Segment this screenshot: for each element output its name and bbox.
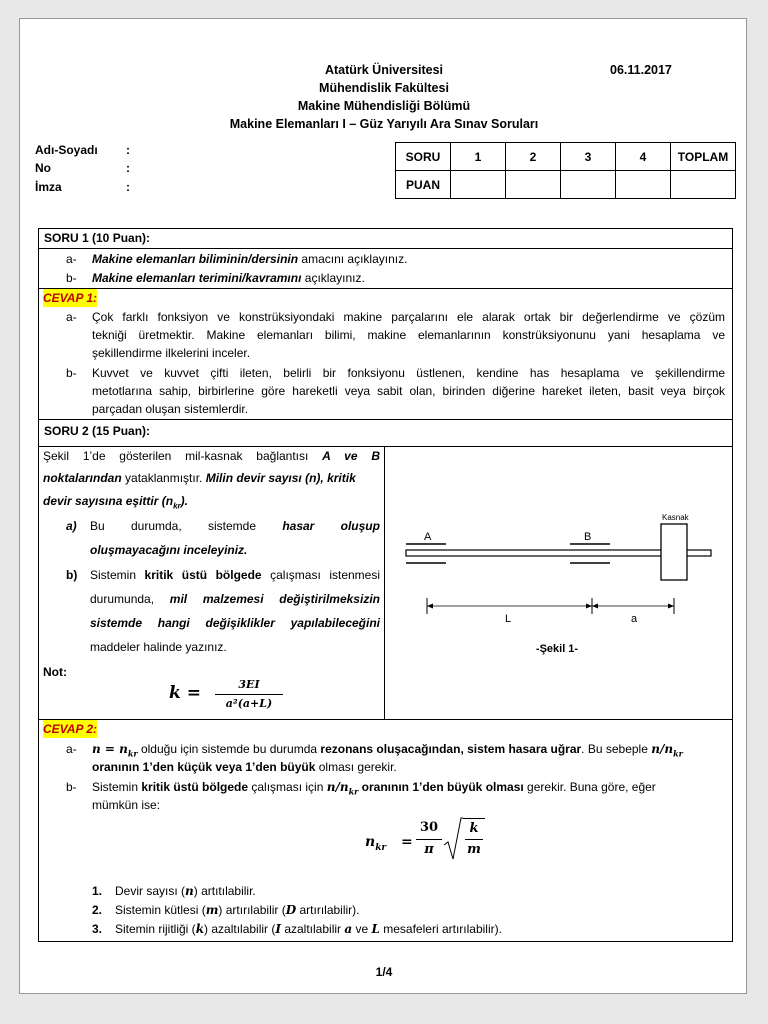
q2-b1b: kritik üstü bölgede: [144, 568, 262, 582]
ans2-a-t2: rezonans oluşacağından, sistem hasara uğrar: [320, 742, 582, 756]
shaft-pulley-diagram: [385, 447, 732, 719]
list-3-v2: I: [275, 922, 281, 936]
score-cell-1: [451, 171, 506, 199]
score-cell-total: [671, 171, 736, 199]
formula2-denominator: π: [424, 842, 434, 857]
page-number: 1/4: [375, 965, 393, 979]
question-2-box: [38, 419, 733, 942]
q2-a1c: sistemde: [207, 519, 257, 533]
arrow-L-right: [586, 604, 592, 609]
q2-b2a: durumunda,: [90, 592, 170, 606]
exam-page: [19, 18, 747, 994]
ans2-b-marker: b-: [66, 780, 77, 794]
signature-colon: :: [126, 180, 130, 194]
list-3-v3: a: [344, 922, 353, 936]
number-colon: :: [126, 161, 130, 175]
pulley: [661, 524, 687, 580]
list-3-num: 3.: [92, 922, 103, 936]
label-dim-L: L: [505, 613, 512, 625]
list-3-t5: mesafeleri artırılabilir).: [379, 922, 502, 936]
label-dim-a: a: [631, 613, 638, 625]
ans2-b-line2: mümkün ise:: [92, 798, 161, 812]
label-b-point: B: [584, 531, 592, 543]
university-name: Atatürk Üniversitesi: [324, 63, 444, 77]
ans2-a-line2: [92, 758, 397, 776]
q2-b-line4: maddeler halinde yazınız.: [90, 640, 227, 654]
q1-b-text: [92, 269, 365, 287]
sqrt-sign: [443, 817, 463, 861]
list-2-text: [115, 901, 360, 919]
formula-k-numerator: 3EI: [238, 678, 260, 691]
ans2-a-marker: a-: [66, 742, 77, 756]
q2-intro2a: noktalarından: [43, 471, 122, 485]
ans2-b-t4: oranının 1’den büyük olması: [358, 780, 524, 794]
ans1-a-line2: tekniği üretmektir. Makine elemanları bilimi, makine elemanlarının konstrüksiyonunu yani hesaplama ve: [92, 328, 725, 342]
ans1-a-line3: şekillendirme ilkelerini inceler.: [92, 346, 251, 360]
q1-questions: [39, 249, 732, 289]
list-3-v1: k: [195, 922, 205, 936]
formula2-lhs-n: n: [365, 834, 376, 850]
arrow-L-left: [427, 604, 433, 609]
exam-date: 06.11.2017: [610, 63, 672, 77]
formula2-lhs: [365, 834, 386, 853]
formula2-fraction-bar: [416, 839, 442, 840]
ans2-b-t1: Sistemin: [92, 780, 142, 794]
score-header-3: 3: [561, 143, 616, 171]
list-1-t1: Devir sayısı (: [115, 884, 186, 898]
ans2-a-eq: n = n: [92, 742, 128, 756]
q2-title: SORU 2 (15 Puan):: [44, 424, 151, 438]
q2-a1e: oluşup: [340, 519, 380, 533]
q2-b-marker: b): [66, 568, 78, 582]
q2-intro-line1: [43, 447, 380, 465]
list-1-v1: n: [185, 884, 194, 898]
sqrt-overbar: [463, 818, 485, 819]
list-1-num: 1.: [92, 884, 103, 898]
formula-k-denominator: a²(a+L): [225, 697, 273, 710]
q2-b-line1: [90, 566, 380, 584]
q2-intro1a: Şekil 1’de gösterilen mil-kasnak bağlantısı: [43, 449, 323, 463]
q2-a1b: durumda,: [130, 519, 182, 533]
score-row-label: PUAN: [396, 171, 451, 199]
answer-1-label: CEVAP 1:: [43, 291, 98, 305]
list-3-t1: Sitemin rijitliği (: [115, 922, 196, 936]
q1-b-rest: açıklayınız.: [301, 271, 365, 285]
ans1-b-line3: parçadan oluşan sistemlerdir.: [92, 402, 249, 416]
ans1-b-line2: metotlarına sahip, birbirlerine göre hareketli veya sabit olan, birinden diğerine hareket ileten, basit veya birçok: [92, 384, 725, 398]
ans2-a-l2a: oranının 1’den küçük veya 1’den büyük: [92, 760, 316, 774]
q2-a1d: hasar: [282, 519, 315, 533]
q2-intro3a: devir sayısına eşittir (n: [43, 494, 174, 508]
name-colon: :: [126, 143, 130, 157]
score-header-soru: SORU: [396, 143, 451, 171]
exam-title: Makine Elemanları I – Güz Yarıyılı Ara Sınav Soruları: [229, 117, 539, 131]
ans1-b-marker: b-: [66, 366, 77, 380]
list-1-t2: ) artıtılabilir.: [193, 884, 256, 898]
department-name: Makine Mühendisliği Bölümü: [297, 99, 471, 113]
figure-caption: -Şekil 1-: [535, 643, 579, 655]
formula2-sqrt-numerator: k: [469, 821, 479, 836]
list-2-num: 2.: [92, 903, 103, 917]
q2-intro2b: yataklanmıştır.: [121, 471, 206, 485]
q1-a-bold: Makine elemanları biliminin/dersinin: [92, 252, 299, 266]
list-2-v2: D: [285, 903, 297, 917]
list-3-t2: ) azaltılabilir (: [204, 922, 276, 936]
answer-2-label: CEVAP 2:: [43, 722, 98, 736]
number-label: No: [35, 161, 51, 175]
list-2-t3: artırılabilir).: [296, 903, 360, 917]
q2-text-column: [39, 447, 385, 720]
ans1-a-marker: a-: [66, 310, 77, 324]
list-3-text: [115, 920, 502, 938]
ans1-a-line1: Çok farklı fonksiyon ve konstrüksiyondaki makine parçalarını ele alarak ortak bir değerlendirme ve çözüm: [92, 310, 725, 324]
q2-intro-line3: [43, 492, 188, 515]
q2-b-line3: sistemde hangi değişiklikler yapılabileceğini: [90, 616, 380, 630]
q1-b-bold: Makine elemanları terimini/kavramını: [92, 271, 302, 285]
q2-a1a: Bu: [90, 519, 105, 533]
list-2-t1: Sistemin kütlesi (: [115, 903, 206, 917]
q2-b-line2: [90, 590, 380, 608]
list-3-t4: ve: [352, 922, 372, 936]
q2-intro1b: A ve B: [322, 449, 381, 463]
q2-a-marker: a): [66, 519, 77, 533]
label-kasnak: Kasnak: [662, 513, 689, 522]
q2-note-label: Not:: [43, 665, 67, 679]
q2-intro3-sub: kr: [173, 501, 181, 511]
q1-title: SORU 1 (10 Puan):: [44, 231, 151, 245]
list-2-t2: ) artırılabilir (: [218, 903, 286, 917]
ans2-a-ratio: n/n: [651, 742, 674, 756]
ans2-a-t3: . Bu sebeple: [581, 742, 652, 756]
ans2-a-t1: olduğu için sistemde bu durumda: [137, 742, 321, 756]
score-header-total: TOPLAM: [671, 143, 736, 171]
faculty-name: Mühendislik Fakültesi: [319, 81, 449, 95]
ans1-b-line1: Kuvvet ve kuvvet çifti ileten, belirli bir fonksiyonu üstlenen, kendine has hesaplama ve şekillendirme: [92, 366, 725, 380]
score-cell-2: [506, 171, 561, 199]
q2-intro3b: ).: [180, 494, 188, 508]
q2-b1c: çalışması istenmesi: [261, 568, 381, 582]
signature-label: İmza: [35, 180, 62, 194]
score-table: [395, 142, 736, 199]
q1-b-marker: b-: [66, 271, 77, 285]
q2-b2b: mil malzemesi değiştirilmeksizin: [169, 592, 380, 606]
ans2-a-ratio-sub: kr: [673, 748, 683, 759]
formula-k-lhs: k =: [169, 683, 201, 703]
q2-a-line2: oluşmayacağını inceleyiniz.: [90, 543, 248, 557]
score-cell-3: [561, 171, 616, 199]
q2-a-line1: [90, 517, 380, 535]
formula2-sqrt-bar: [465, 839, 483, 840]
arrow-a-right: [668, 604, 674, 609]
q2-intro2c: Milin devir sayısı (n), kritik: [205, 471, 356, 485]
question-1-box: [38, 228, 733, 420]
q1-a-text: [92, 250, 407, 268]
list-3-t3: azaltılabilir: [281, 922, 345, 936]
formula2-numerator: 30: [419, 820, 439, 835]
formula2-equals: =: [401, 834, 413, 850]
figure-1-panel: [385, 447, 732, 720]
formula2-sqrt-denominator: m: [467, 842, 481, 857]
name-label: Adı-Soyadı: [35, 143, 98, 157]
score-header-1: 1: [451, 143, 506, 171]
q1-a-marker: a-: [66, 252, 77, 266]
ans2-a-eq-sub: kr: [127, 748, 138, 759]
q2-intro-line2: [43, 469, 356, 487]
ans2-b-ratio: n/n: [326, 780, 349, 794]
score-header-4: 4: [616, 143, 671, 171]
q1-a-rest: amacını açıklayınız.: [298, 252, 408, 266]
list-3-v4: L: [371, 922, 380, 936]
ans2-b-ratio-sub: kr: [348, 786, 359, 797]
ans2-b-t5: gerekir. Buna göre, eğer: [523, 780, 656, 794]
formula-k-fraction-bar: [215, 694, 283, 695]
ans2-b-t3: çalışması için: [248, 780, 327, 794]
list-1-text: [115, 882, 256, 900]
formula2-lhs-sub: kr: [375, 842, 387, 853]
ans2-a-l2b: olması gerekir.: [315, 760, 397, 774]
ans2-b-t2: kritik üstü bölgede: [141, 780, 249, 794]
ans2-b-line1: [92, 778, 656, 800]
label-a-point: A: [424, 531, 432, 543]
score-cell-4: [616, 171, 671, 199]
list-2-v1: m: [205, 903, 219, 917]
q1-title-row: [39, 229, 732, 249]
arrow-a-left: [592, 604, 598, 609]
q2-b1a: Sistemin: [90, 568, 145, 582]
q2-title-row: [39, 420, 732, 447]
score-header-2: 2: [506, 143, 561, 171]
